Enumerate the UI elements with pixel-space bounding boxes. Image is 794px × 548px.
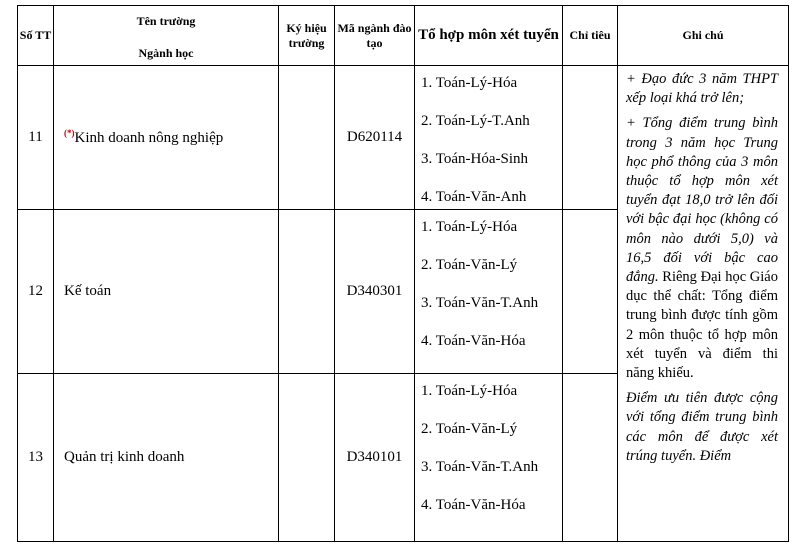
row-ky-hieu (279, 66, 335, 210)
to-hop-item: 3. Toán-Văn-T.Anh (421, 295, 539, 311)
row-nganh-label: Kinh doanh nông nghiệp (74, 130, 224, 146)
row-to-hop (415, 66, 563, 210)
row-ky-hieu (279, 210, 335, 374)
ghi-chu-p1: + Đạo đức 3 năm THPT xếp loại khá trở lên; (626, 71, 778, 107)
header-stt: Số TT (18, 6, 54, 66)
row-stt: 13 (18, 374, 54, 542)
to-hop-item: 2. Toán-Văn-Lý (421, 257, 518, 273)
to-hop-item: 1. Toán-Lý-Hóa (421, 383, 518, 399)
to-hop-item: 3. Toán-Văn-T.Anh (421, 459, 539, 475)
row-stt: 12 (18, 210, 54, 374)
to-hop-item: 4. Toán-Văn-Hóa (421, 333, 526, 349)
to-hop-item: 2. Toán-Văn-Lý (421, 421, 518, 437)
header-row (18, 6, 789, 66)
asterisk-mark: (*) (64, 128, 75, 138)
header-ten-truong: Tên trường (136, 14, 196, 28)
to-hop-item: 4. Toán-Văn-Anh (421, 189, 527, 205)
header-ma-nganh: Mã ngành đào tạo (335, 6, 415, 66)
ghi-chu-p2-italic: + Tổng điểm trung bình trong 3 năm học Trung học phổ thông của 3 môn thuộc tổ hợp môn xét tuyển đạt 18,0 trở lên đối với bậc đại học (không có môn nào dưới 5,0) và 16,5 đối với bậc cao đẳng. (626, 115, 778, 286)
row-to-hop (415, 374, 563, 542)
header-ky-hieu: Ký hiệu trường (279, 6, 335, 66)
row-chi-tieu (563, 374, 618, 542)
row-stt: 11 (18, 66, 54, 210)
to-hop-item: 3. Toán-Hóa-Sinh (421, 151, 528, 167)
header-chi-tieu: Chỉ tiêu (563, 6, 618, 66)
header-ghi-chu: Ghi chú (618, 6, 789, 66)
to-hop-item: 2. Toán-Lý-T.Anh (421, 113, 530, 129)
table-row (18, 66, 789, 210)
row-ma-nganh: D340301 (335, 210, 415, 374)
admission-table (17, 5, 789, 542)
to-hop-item: 1. Toán-Lý-Hóa (421, 219, 518, 235)
row-nganh (54, 66, 279, 210)
to-hop-item: 1. Toán-Lý-Hóa (421, 75, 518, 91)
row-nganh: Kế toán (54, 210, 279, 374)
row-chi-tieu (563, 66, 618, 210)
row-ma-nganh: D340101 (335, 374, 415, 542)
to-hop-item: 4. Toán-Văn-Hóa (421, 497, 526, 513)
ghi-chu-p2-normal: Riêng Đại học Giáo dục thể chất: Tổng điểm trung bình được tính gồm 2 môn thuộc tổ hợp môn xét tuyển và điểm thi năng khiếu. (626, 269, 778, 382)
header-to-hop: Tổ hợp môn xét tuyển (415, 6, 563, 66)
row-chi-tieu (563, 210, 618, 374)
ghi-chu-cell (618, 66, 789, 542)
header-nganh-hoc: Ngành học (138, 46, 194, 60)
header-ten-truong-nganh (54, 6, 279, 66)
ghi-chu-p3: Điểm ưu tiên được cộng với tổng điểm trung bình các môn để được xét trúng tuyển. Điểm (626, 390, 778, 464)
ghi-chu-p2 (626, 114, 778, 383)
row-nganh: Quản trị kinh doanh (54, 374, 279, 542)
row-ma-nganh: D620114 (335, 66, 415, 210)
row-ky-hieu (279, 374, 335, 542)
row-to-hop (415, 210, 563, 374)
